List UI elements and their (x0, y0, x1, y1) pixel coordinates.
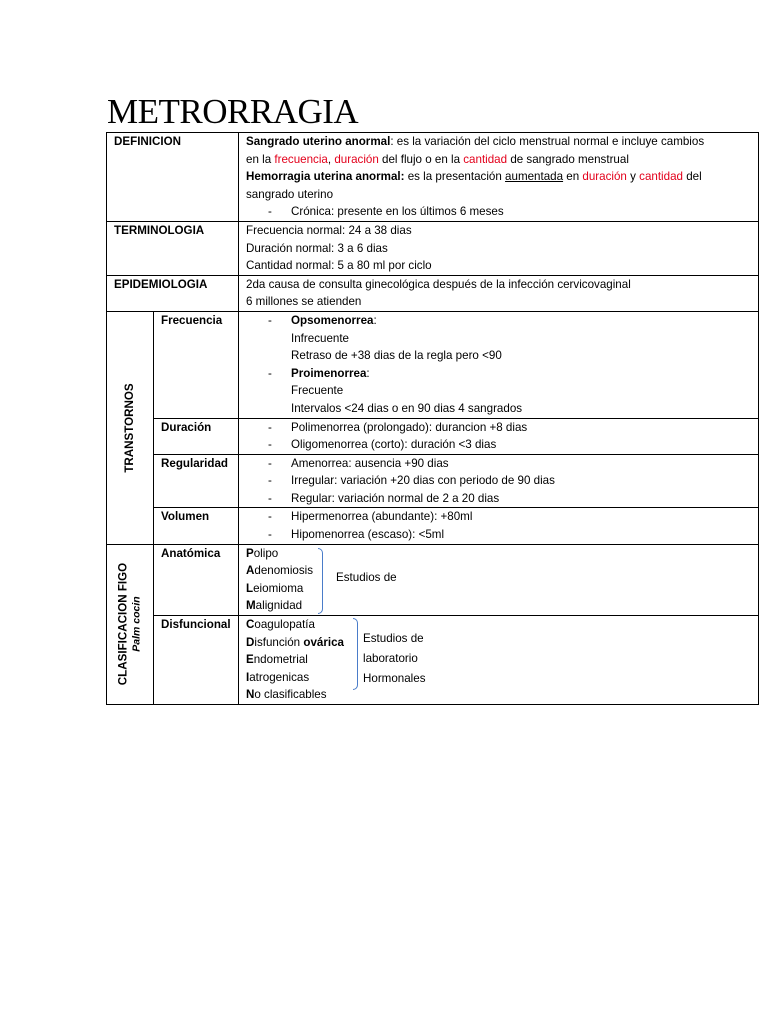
label-regularidad: Regularidad (154, 454, 239, 508)
coein-bold: ovárica (303, 635, 344, 649)
initial-letter: E (246, 653, 254, 667)
transtornos-label: TRANSTORNOS (123, 383, 136, 473)
bracket-anatomica (318, 548, 323, 614)
palm-text: eiomioma (253, 581, 304, 595)
colon: : (366, 366, 370, 380)
term-opsomenorrea: Opsomenorrea (291, 313, 374, 327)
dash-bullet: - (268, 438, 272, 452)
row-epidemiologia (107, 275, 759, 311)
label-disfuncional: Disfuncional (154, 616, 239, 705)
row-disfuncional (107, 616, 759, 705)
coein-item (246, 634, 758, 652)
clasificacion-label: CLASIFICACION FIGO (116, 563, 130, 686)
coein-item (246, 669, 758, 687)
label-volumen: Volumen (154, 508, 239, 544)
reg-text: Regular: variación normal de 2 a 20 dias (291, 491, 500, 505)
def-red-frecuencia: frecuencia (274, 152, 328, 166)
initial-letter: P (246, 546, 254, 560)
def-line-2 (246, 151, 758, 169)
def-comma: , (327, 152, 335, 166)
dash-bullet: - (268, 474, 272, 488)
content-anatomica (239, 544, 759, 615)
vertical-header-clasificacion (107, 544, 154, 704)
coein-item (246, 616, 758, 634)
content-duracion (239, 418, 759, 454)
def-text-1c: del flujo o en la (378, 152, 464, 166)
freq-opso (246, 312, 758, 330)
def-red-duracion-2: duración (582, 170, 627, 184)
dur-text: Polimenorrea (prolongado): durancion +8 dias (291, 420, 528, 434)
freq-line: Intervalos <24 dias o en 90 dias 4 sangrados (291, 401, 523, 415)
content-definicion (239, 133, 759, 222)
content-regularidad (239, 454, 759, 508)
colon: : (373, 313, 377, 327)
epi-line: 2da causa de consulta ginecológica después de la infección cervicovaginal (246, 277, 631, 291)
dash-bullet: - (268, 366, 272, 380)
row-volumen (107, 508, 759, 544)
note-line: Estudios de (363, 632, 424, 646)
def-text-1b: en la (246, 152, 275, 166)
label-terminologia: TERMINOLOGIA (107, 221, 239, 275)
note-estudios-laboratorio (363, 629, 453, 685)
def-term-sangrado: Sangrado uterino anormal (246, 135, 391, 148)
def-text-2c: del (682, 170, 702, 184)
label-anatomica: Anatómica (154, 544, 239, 615)
palm-text: olipo (253, 546, 279, 560)
row-frecuencia (107, 311, 759, 418)
initial-letter: M (246, 599, 256, 613)
def-text-1d: de sangrado menstrual (507, 152, 629, 166)
reg-item (246, 455, 758, 473)
def-red-duracion: duración (334, 152, 379, 166)
coein-text: atrogenicas (249, 670, 310, 684)
note-line: Hormonales (363, 672, 426, 686)
label-epidemiologia: EPIDEMIOLOGIA (107, 275, 239, 311)
initial-letter: A (246, 564, 255, 578)
reg-item (246, 472, 758, 490)
def-line-4: sangrado uterino (246, 187, 334, 201)
def-text-2a: es la presentación (404, 170, 506, 184)
vol-item (246, 508, 758, 526)
def-red-cantidad-2: cantidad (639, 170, 683, 184)
dash-bullet: - (268, 528, 272, 542)
initial-letter: N (246, 688, 255, 702)
summary-table (106, 132, 759, 312)
vol-item (246, 526, 758, 544)
disorders-table (106, 311, 759, 705)
dur-item (246, 419, 758, 437)
reg-text: Amenorrea: ausencia +90 dias (291, 456, 449, 470)
content-volumen (239, 508, 759, 544)
coein-text: isfunción (254, 635, 304, 649)
note-line: laboratorio (363, 652, 418, 666)
initial-letter: D (246, 635, 255, 649)
clasificacion-sublabel: Palm cocin (130, 596, 143, 653)
row-regularidad (107, 454, 759, 508)
term-line: Duración normal: 3 a 6 dias (246, 241, 388, 255)
def-line-5 (246, 203, 758, 221)
def-term-hemorragia: Hemorragia uterina anormal: (246, 170, 405, 184)
vol-text: Hipermenorrea (abundante): +80ml (291, 510, 473, 524)
dash-bullet: - (268, 491, 272, 505)
coein-text: oagulopatía (254, 618, 315, 632)
vol-text: Hipomenorrea (escaso): <5ml (291, 528, 445, 542)
epi-line: 6 millones se atienden (246, 295, 362, 309)
bracket-disfuncional (353, 618, 358, 690)
dur-item (246, 436, 758, 454)
note-estudios-anatomica: Estudios de (336, 570, 397, 584)
term-line: Cantidad normal: 5 a 80 ml por ciclo (246, 259, 432, 273)
def-red-cantidad: cantidad (463, 152, 508, 166)
label-duracion: Duración (154, 418, 239, 454)
label-frecuencia: Frecuencia (154, 311, 239, 418)
document-title: METRORRAGIA (107, 92, 359, 131)
term-line: Frecuencia normal: 24 a 38 dias (246, 223, 412, 237)
freq-proi (246, 365, 758, 383)
coein-text: ndometrial (253, 653, 308, 667)
initial-letter: L (246, 581, 254, 595)
palm-text: alignidad (255, 599, 303, 613)
initial-letter: I (246, 670, 250, 684)
def-text-y: y (626, 170, 640, 184)
row-anatomica (107, 544, 759, 615)
row-definicion (107, 133, 759, 222)
reg-item (246, 490, 758, 508)
row-duracion (107, 418, 759, 454)
dash-bullet: - (268, 510, 272, 524)
def-text-1a: : es la variación del ciclo menstrual normal e incluye cambios (390, 135, 705, 148)
freq-line: Infrecuente (291, 331, 350, 345)
dash-bullet: - (268, 205, 272, 219)
palm-text: denomiosis (254, 564, 314, 578)
def-line-1 (246, 133, 758, 151)
dash-bullet: - (268, 313, 272, 327)
dur-text: Oligomenorrea (corto): duración <3 dias (291, 438, 497, 452)
reg-text: Irregular: variación +20 dias con periodo de 90 dias (291, 474, 555, 488)
row-terminologia (107, 221, 759, 275)
content-epidemiologia (239, 275, 759, 311)
coein-text: o clasificables (254, 688, 327, 702)
content-terminologia (239, 221, 759, 275)
term-proimenorrea: Proimenorrea (291, 366, 367, 380)
def-text-2b: en (563, 170, 583, 184)
content-frecuencia (239, 311, 759, 418)
initial-letter: C (246, 618, 255, 632)
def-cronica: Crónica: presente en los últimos 6 meses (291, 205, 504, 219)
dash-bullet: - (268, 456, 272, 470)
dash-bullet: - (268, 420, 272, 434)
label-definicion: DEFINICION (107, 133, 239, 222)
vertical-header-transtornos (107, 311, 154, 544)
coein-item (246, 651, 758, 669)
content-disfuncional (239, 616, 759, 705)
freq-line: Retraso de +38 dias de la regla pero <90 (291, 349, 502, 363)
def-line-3 (246, 168, 758, 186)
freq-line: Frecuente (291, 384, 344, 398)
def-underline-aumentada: aumentada (505, 170, 564, 184)
coein-item (246, 686, 758, 704)
